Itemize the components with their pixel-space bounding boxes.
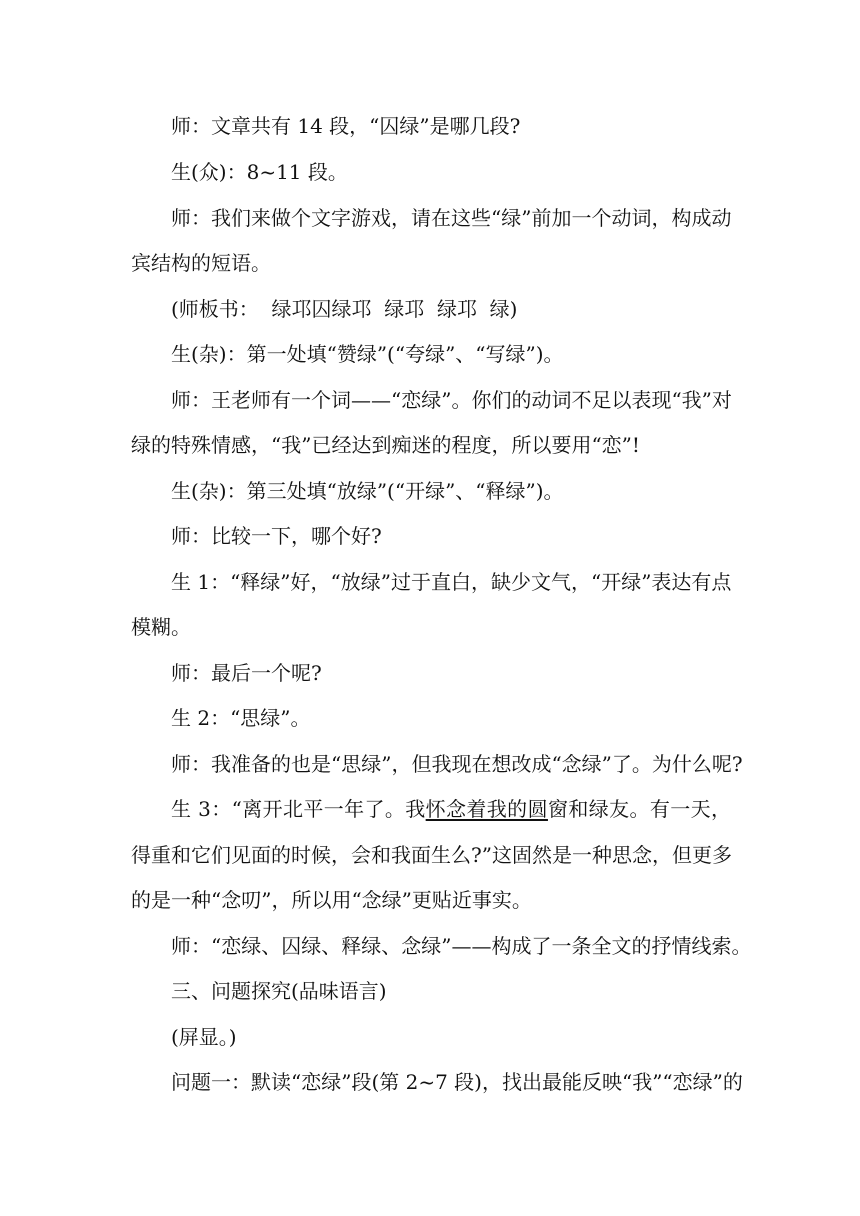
text-line: 生(杂)：第三处填“放绿”(“开绿”、“释绿”)。	[171, 479, 564, 503]
text-line: (屏显。)	[171, 1025, 237, 1049]
text-line: 绿的特殊情感，“我”已经达到痴迷的程度，所以要用“恋”!	[131, 433, 640, 457]
text-line: 师：比较一下，哪个好?	[171, 524, 382, 548]
text-line: 生(众)：8~11 段。	[171, 160, 348, 184]
text-line: 师：最后一个呢?	[171, 661, 322, 685]
text-line: 师：文章共有 14 段，“囚绿”是哪几段?	[171, 114, 521, 138]
text-line: 三、问题探究(品味语言)	[171, 979, 387, 1003]
text-line: 得重和它们见面的时候，会和我面生么?”这固然是一种思念，但更多	[131, 843, 732, 867]
text-line: 问题一：默读“恋绿”段(第 2~7 段)，找出最能反映“我”“恋绿”的	[171, 1070, 743, 1094]
text-line: 师：“恋绿、囚绿、释绿、念绿”——构成了一条全文的抒情线索。	[171, 934, 752, 958]
text-line	[171, 796, 731, 822]
text-line: 宾结构的短语。	[131, 251, 271, 275]
text-line: 生(杂)：第一处填“赞绿”(“夸绿”、“写绿”)。	[171, 342, 564, 366]
text-span: 窗和绿友。有一天，	[547, 797, 732, 821]
text-line: 的是一种“念叨”，所以用“念绿”更贴近事实。	[131, 888, 532, 912]
text-line: 师：我准备的也是“思绿”，但我现在想改成“念绿”了。为什么呢?	[171, 752, 743, 776]
text-line: 师：王老师有一个词——“恋绿”。你们的动词不足以表现“我”对	[171, 388, 732, 412]
text-line: 生 2：“思绿”。	[171, 706, 311, 730]
text-line: 师：我们来做个文字游戏，请在这些“绿”前加一个动词，构成动	[171, 206, 732, 230]
text-line: 模糊。	[131, 615, 191, 639]
text-line: 生 1：“释绿”好，“放绿”过于直白，缺少文气，“开绿”表达有点	[171, 570, 732, 594]
text-span: 生 3：“离开北平一年了。我	[171, 797, 426, 821]
text-line: (师板书： 绿邛囚绿邛 绿邛 绿邛 绿)	[171, 297, 518, 321]
underlined-text: 怀念着我的圆	[425, 797, 548, 821]
